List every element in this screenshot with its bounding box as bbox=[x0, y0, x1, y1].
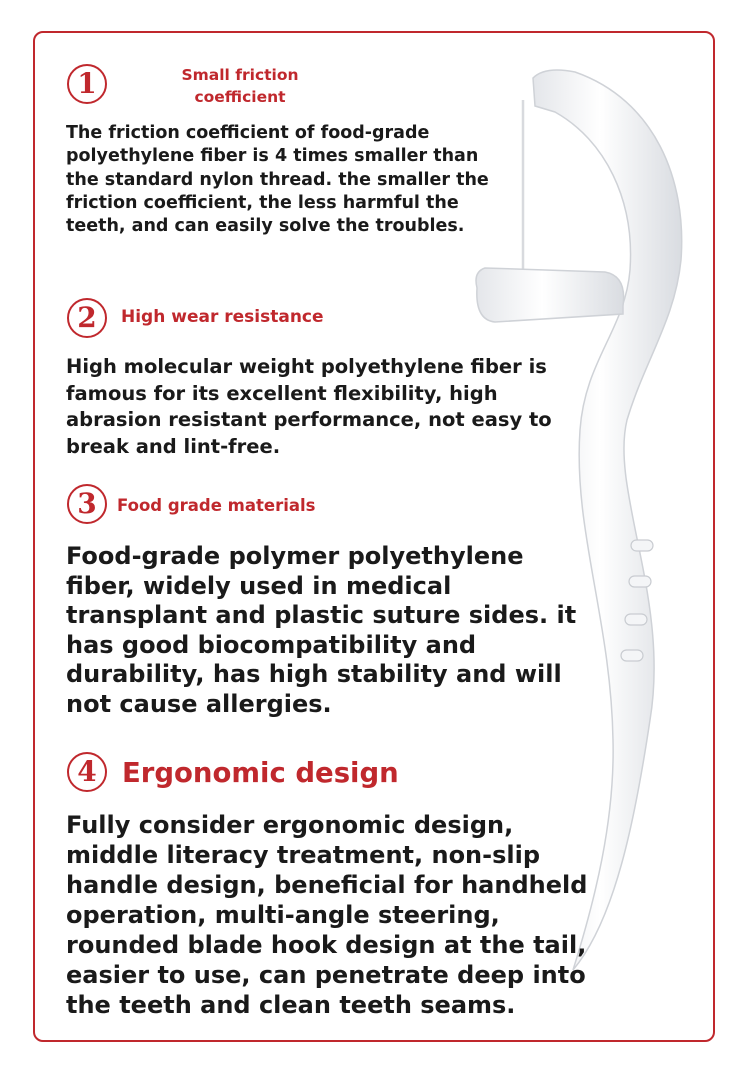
section-1-heading: Small friction coefficient bbox=[181, 66, 299, 106]
section-1-body: The friction coefficient of food-grade polyethylene fiber is 4 times smaller than the standard nylon thread. the smaller the friction coefficient, the less harmful the teeth, and can easily solve the troubles. bbox=[66, 123, 489, 237]
section-3-heading: Food grade materials bbox=[117, 496, 316, 515]
section-4-body: Fully consider ergonomic design, middle literacy treatment, non-slip handle design, beneficial for handheld operation, multi-angle steering, rounded blade hook design at the tail, easier to use, can penetrate deep into the teeth and clean teeth seams. bbox=[66, 811, 588, 1019]
section-2-body: High molecular weight polyethylene fiber is famous for its excellent flexibility, high abrasion resistant performance, not easy to break and lint-free. bbox=[66, 355, 552, 458]
section-2-number-badge: 2 bbox=[67, 298, 107, 338]
section-4-number-badge: 4 bbox=[67, 752, 107, 792]
section-4-heading: Ergonomic design bbox=[122, 757, 399, 789]
section-3-number-badge: 3 bbox=[67, 484, 107, 524]
section-1-number-badge: 1 bbox=[67, 64, 107, 104]
section-3-body: Food-grade polymer polyethylene fiber, widely used in medical transplant and plastic suture sides. it has good biocompatibility and durability, has high stability and will not cause allergies. bbox=[66, 542, 577, 718]
section-2-heading: High wear resistance bbox=[121, 307, 324, 327]
